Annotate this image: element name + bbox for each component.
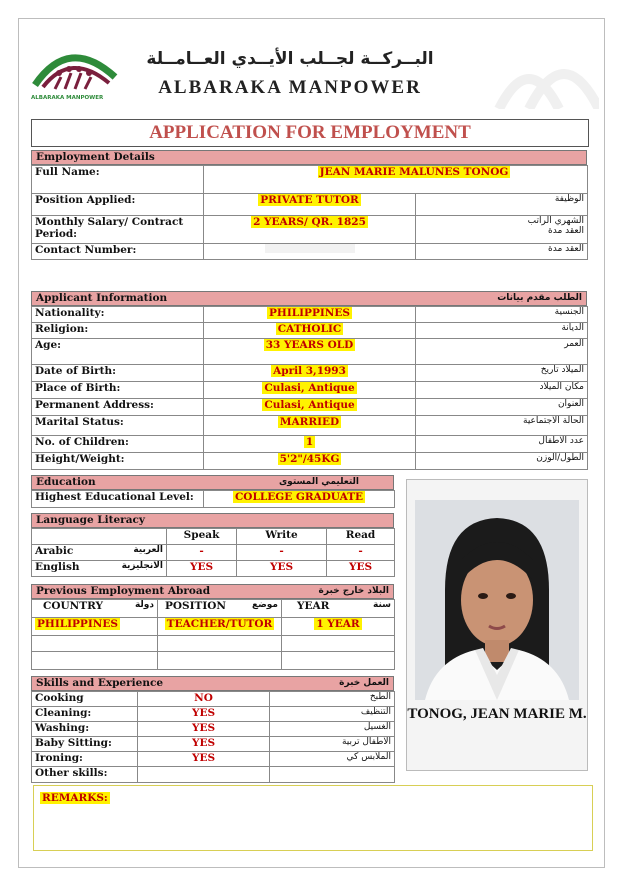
- field-label: Nationality:: [32, 307, 204, 323]
- language-label: [32, 545, 167, 561]
- section-title-arabic: التعليمي المستوى: [278, 477, 359, 487]
- redacted-contact-value: [265, 244, 355, 253]
- column-header-ar: سنة: [373, 600, 391, 610]
- section-title: Skills and Experience: [36, 677, 164, 689]
- blank-cell: [32, 529, 167, 545]
- field-label: Religion:: [32, 323, 204, 339]
- column-header-ar: دولة: [134, 600, 154, 610]
- field-label: Marital Status:: [32, 416, 204, 436]
- remarks-box: [33, 785, 593, 851]
- field-label-arabic: العمر: [416, 339, 588, 365]
- table-row: [32, 244, 588, 260]
- empty-cell: [282, 652, 395, 670]
- field-value: [204, 244, 416, 260]
- previous-employment-header: [31, 584, 394, 599]
- applicant-photo: [415, 500, 579, 700]
- skill-label-arabic: الملابس كي: [270, 752, 395, 767]
- skills-table: [31, 691, 395, 783]
- language-table: [31, 528, 395, 577]
- field-label-arabic: الطول/الوزن: [416, 453, 588, 470]
- position-value: TEACHER/TUTOR: [166, 618, 273, 630]
- language-cell: YES: [237, 561, 327, 577]
- field-label: Height/Weight:: [32, 453, 204, 470]
- language-name-arabic: الانجليزية: [121, 561, 163, 571]
- label-line-arabic: العقد مدة: [548, 226, 584, 236]
- skill-label: Washing:: [32, 722, 138, 737]
- skill-label: Cleaning:: [32, 707, 138, 722]
- skill-value: YES: [138, 722, 270, 737]
- skill-value: YES: [138, 752, 270, 767]
- field-label: [32, 216, 204, 244]
- skill-value: [138, 767, 270, 783]
- field-label: Position Applied:: [32, 194, 204, 216]
- company-english-name: ALBARAKA MANPOWER: [158, 77, 422, 98]
- remarks-label: REMARKS:: [42, 792, 108, 804]
- albaraka-logo-icon: [29, 33, 121, 103]
- birthplace-value: Culasi, Antique: [264, 382, 355, 394]
- previous-employment-table: [31, 599, 395, 670]
- year-cell: [282, 618, 395, 636]
- field-label: Age:: [32, 339, 204, 365]
- section-title-arabic: العمل خبرة: [339, 678, 389, 688]
- table-row: [32, 216, 588, 244]
- language-cell: YES: [327, 561, 395, 577]
- skill-label-arabic: الغسيل: [270, 722, 395, 737]
- height-weight-value: 5'2"/45KG: [279, 453, 340, 465]
- field-value: [204, 323, 416, 339]
- language-label: [32, 561, 167, 577]
- skill-value: NO: [138, 692, 270, 707]
- age-value: 33 YEARS OLD: [265, 339, 354, 351]
- field-value: [204, 491, 395, 508]
- employment-details-table: [31, 165, 588, 260]
- children-value: 1: [305, 436, 314, 448]
- field-value: [204, 166, 588, 194]
- table-row: [32, 194, 588, 216]
- language-name: English: [35, 561, 80, 573]
- column-header-en: COUNTRY: [43, 600, 103, 612]
- skill-label-arabic: الاطفال تربية: [270, 737, 395, 752]
- field-value: [204, 416, 416, 436]
- language-cell: -: [327, 545, 395, 561]
- section-title-arabic: البلاد خارج خبرة: [318, 586, 389, 596]
- nationality-value: PHILIPPINES: [269, 307, 350, 319]
- field-value: [204, 339, 416, 365]
- photo-caption: TONOG, JEAN MARIE M.: [407, 706, 587, 722]
- salary-value: 2 YEARS/ QR. 1825: [253, 216, 366, 228]
- section-title: Employment Details: [36, 151, 155, 163]
- skill-value: YES: [138, 737, 270, 752]
- section-title: Applicant Information: [36, 292, 168, 304]
- section-title: Language Literacy: [36, 514, 146, 526]
- field-label-arabic: الوظيفة: [416, 194, 588, 216]
- country-value: PHILIPPINES: [37, 618, 118, 630]
- skill-label: Other skills:: [32, 767, 138, 783]
- language-header: [31, 513, 394, 528]
- field-label-arabic: عدد الاطفال: [416, 436, 588, 453]
- field-label: Highest Educational Level:: [32, 491, 204, 508]
- portrait-icon: [415, 500, 579, 700]
- column-header: Speak: [167, 529, 237, 545]
- position-value: PRIVATE TUTOR: [260, 194, 359, 206]
- company-logo: [29, 33, 121, 103]
- column-header: Read: [327, 529, 395, 545]
- field-value: [204, 194, 416, 216]
- language-name: Arabic: [35, 545, 74, 557]
- language-name-arabic: العربية: [133, 545, 163, 555]
- column-header: [282, 600, 395, 618]
- field-label-arabic: الحالة الاجتماعية: [416, 416, 588, 436]
- skill-label-arabic: الطبخ: [270, 692, 395, 707]
- religion-value: CATHOLIC: [277, 323, 342, 335]
- section-title: Education: [36, 476, 96, 488]
- language-cell: -: [237, 545, 327, 561]
- skill-value: YES: [138, 707, 270, 722]
- field-value: [204, 382, 416, 399]
- page-title: APPLICATION FOR EMPLOYMENT: [31, 119, 589, 147]
- applicant-info-table: [31, 306, 588, 470]
- empty-cell: [158, 652, 282, 670]
- field-label: Full Name:: [32, 166, 204, 194]
- field-value: [204, 436, 416, 453]
- field-value: [204, 365, 416, 382]
- column-header: [32, 600, 158, 618]
- skill-label: Baby Sitting:: [32, 737, 138, 752]
- application-page: [18, 18, 605, 868]
- column-header: Write: [237, 529, 327, 545]
- photo-frame: [406, 479, 588, 771]
- field-value: [204, 399, 416, 416]
- field-label-arabic: الديانة: [416, 323, 588, 339]
- section-title-arabic: الطلب مقدم بيانات: [497, 293, 582, 303]
- column-header-en: POSITION: [165, 600, 227, 612]
- field-value: [204, 216, 416, 244]
- marital-status-value: MARRIED: [279, 416, 340, 428]
- full-name-value: JEAN MARIE MALUNES TONOG: [319, 166, 509, 178]
- dob-value: April 3,1993: [273, 365, 346, 377]
- field-label: Date of Birth:: [32, 365, 204, 382]
- section-title: Previous Employment Abroad: [36, 585, 211, 597]
- field-label-arabic: العنوان: [416, 399, 588, 416]
- field-label-arabic: العقد مدة: [416, 244, 588, 260]
- column-header-en: YEAR: [297, 600, 330, 612]
- field-label-arabic: الجنسية: [416, 307, 588, 323]
- field-label: No. of Children:: [32, 436, 204, 453]
- skill-label-arabic: [270, 767, 395, 783]
- column-header: [158, 600, 282, 618]
- education-value: COLLEGE GRADUATE: [234, 491, 364, 503]
- country-cell: [32, 618, 158, 636]
- field-label-arabic: الميلاد تاريخ: [416, 365, 588, 382]
- empty-cell: [32, 636, 158, 652]
- field-label: Permanent Address:: [32, 399, 204, 416]
- employment-details-header: [31, 150, 587, 165]
- position-cell: [158, 618, 282, 636]
- label-line-arabic: الشهري الراتب: [527, 216, 584, 226]
- label-line: Monthly Salary/ Contract: [35, 216, 184, 228]
- applicant-info-header: [31, 291, 587, 306]
- company-arabic-name: البــركــة لجــلب الأيــدي العــامــلة: [146, 49, 434, 69]
- empty-cell: [32, 652, 158, 670]
- language-cell: -: [167, 545, 237, 561]
- logo-caption: ALBARAKA MANPOWER: [31, 95, 104, 101]
- skill-label: Ironing:: [32, 752, 138, 767]
- table-row: [32, 166, 588, 194]
- skill-label: Cooking: [32, 692, 138, 707]
- field-label-arabic: مكان الميلاد: [416, 382, 588, 399]
- education-table: [31, 490, 395, 508]
- year-value: 1 YEAR: [316, 618, 360, 630]
- field-value: [204, 307, 416, 323]
- column-header-ar: موضع: [251, 600, 278, 610]
- field-label: Contact Number:: [32, 244, 204, 260]
- education-header: [31, 475, 394, 490]
- field-value: [204, 453, 416, 470]
- label-line: Period:: [35, 228, 78, 240]
- field-label: Place of Birth:: [32, 382, 204, 399]
- skills-header: [31, 676, 394, 691]
- empty-cell: [158, 636, 282, 652]
- empty-cell: [282, 636, 395, 652]
- language-cell: YES: [167, 561, 237, 577]
- skill-label-arabic: التنظيف: [270, 707, 395, 722]
- field-label-arabic: [416, 216, 588, 244]
- address-value: Culasi, Antique: [264, 399, 355, 411]
- watermark-arches-icon: [489, 39, 599, 109]
